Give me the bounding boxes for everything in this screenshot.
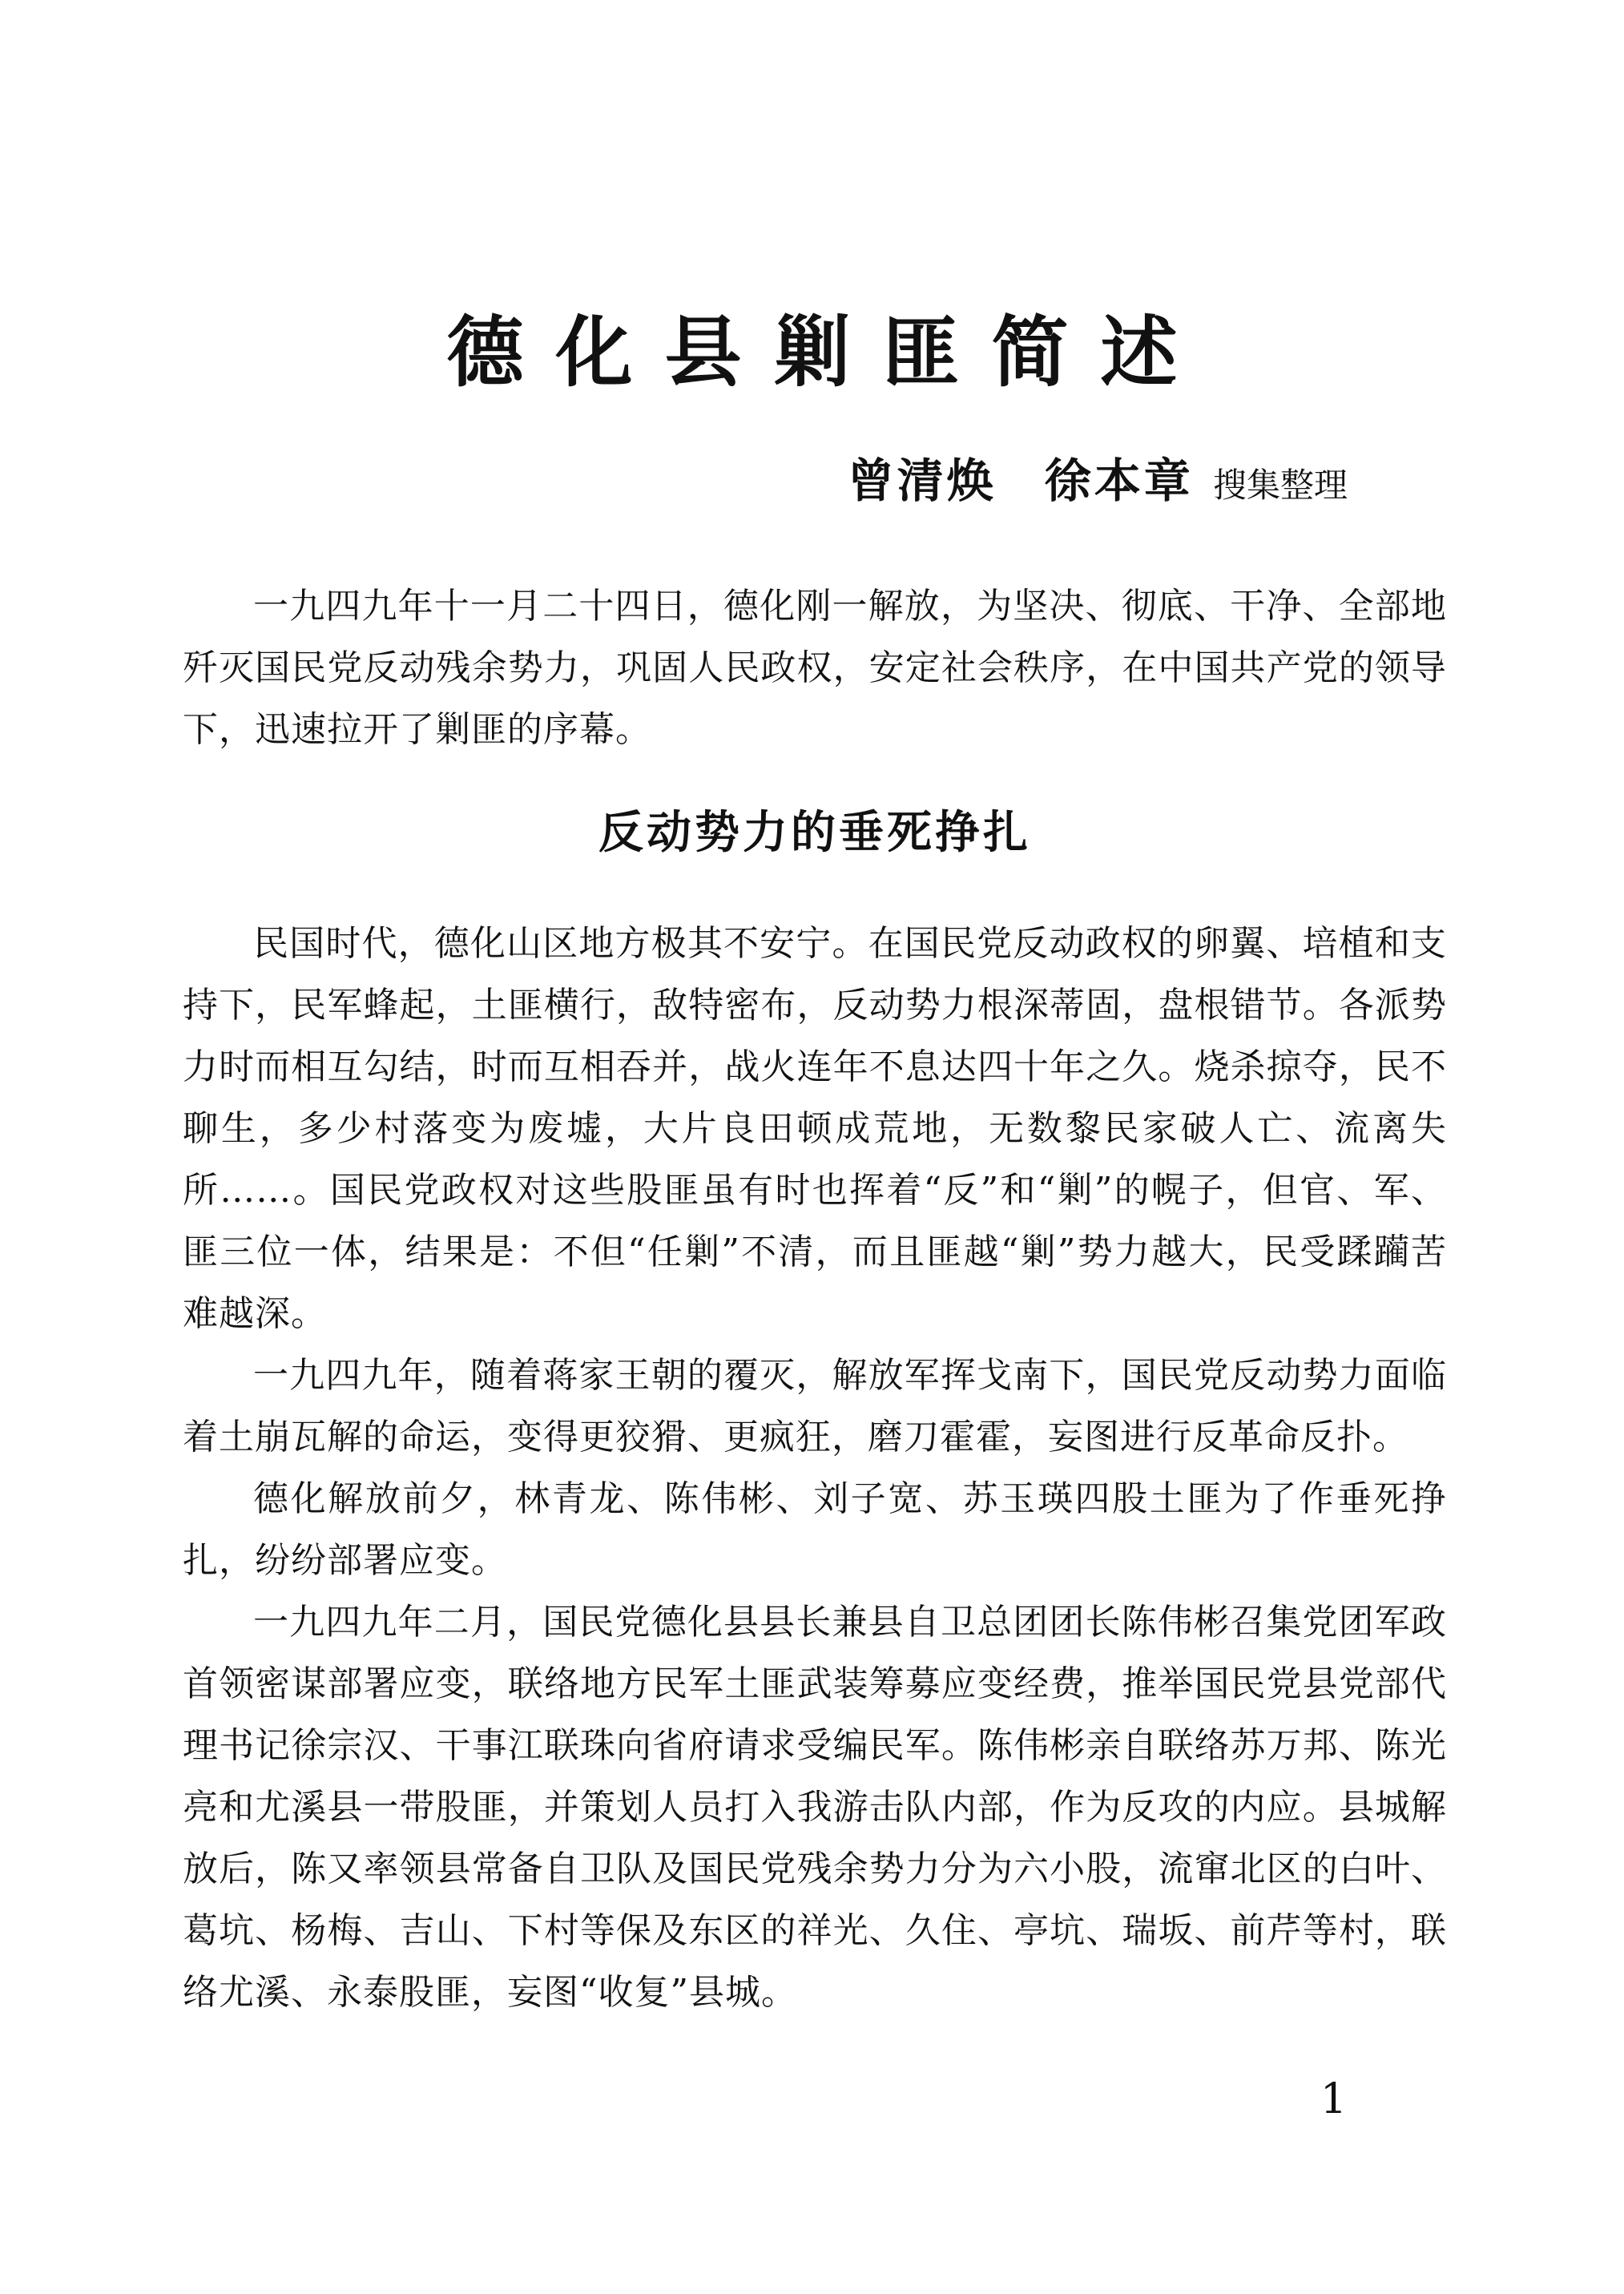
- page-title: 德化县剿匪简述: [446, 307, 1210, 397]
- body-paragraph: 一九四九年，随着蒋家王朝的覆灭，解放军挥戈南下，国民党反动势力面临着土崩瓦解的命运，变得更狡猾、更疯狂，磨刀霍霍，妄图进行反革命反扑。: [183, 1355, 1447, 1457]
- intro-paragraph: 一九四九年十一月二十四日，德化刚一解放，为坚决、彻底、干净、全部地歼灭国民党反动残余势力，巩固人民政权，安定社会秩序，在中国共产党的领导下，迅速拉开了剿匪的序幕。: [183, 586, 1447, 750]
- body-paragraph: 民国时代，德化山区地方极其不安宁。在国民党反动政权的卵翼、培植和支持下，民军蜂起，土匪横行，敌特密布，反动势力根深蒂固，盘根错节。各派势力时而相互勾结，时而互相吞并，战火连年不息达四十年之久。烧杀掠夺，民不聊生，多少村落变为废墟，大片良田顿成荒地，无数黎民家破人亡、流离失所……。国民党政权对这些股匪虽有时也挥着“反”和“剿”的幌子，但官、军、匪三位一体，结果是：不但“任剿”不清，而且匪越“剿”势力越大，民受蹂躏苦难越深。: [183, 923, 1447, 1334]
- author-name: 曾清焕: [847, 454, 997, 508]
- body-paragraph: 一九四九年二月，国民党德化县县长兼县自卫总团团长陈伟彬召集党团军政首领密谋部署应变，联络地方民军土匪武装筹募应变经费，推举国民党县党部代理书记徐宗汉、干事江联珠向省府请求受编民军。陈伟彬亲自联络苏万邦、陈光亮和尤溪县一带股匪，并策划人员打入我游击队内部，作为反攻的内应。县城解放后，陈又率领县常备自卫队及国民党残余势力分为六小股，流窜北区的白叶、葛坑、杨梅、吉山、下村等保及东区的祥光、久住、亭坑、瑞坂、前芹等村，联络尤溪、永泰股匪，妄图“收复”县城。: [183, 1602, 1447, 2013]
- author-names: [848, 454, 1213, 508]
- author-name: 徐本章: [1044, 454, 1194, 508]
- article-body: [183, 575, 1447, 2023]
- author-role: 搜集整理: [1212, 466, 1348, 505]
- body-paragraph: 德化解放前夕，林青龙、陈伟彬、刘子宽、苏玉瑛四股土匪为了作垂死挣扎，纷纷部署应变。: [183, 1478, 1447, 1581]
- page-number: 1: [1320, 2075, 1348, 2123]
- byline: [848, 445, 1348, 517]
- section-heading: 反动势力的垂死挣扎: [598, 806, 1031, 859]
